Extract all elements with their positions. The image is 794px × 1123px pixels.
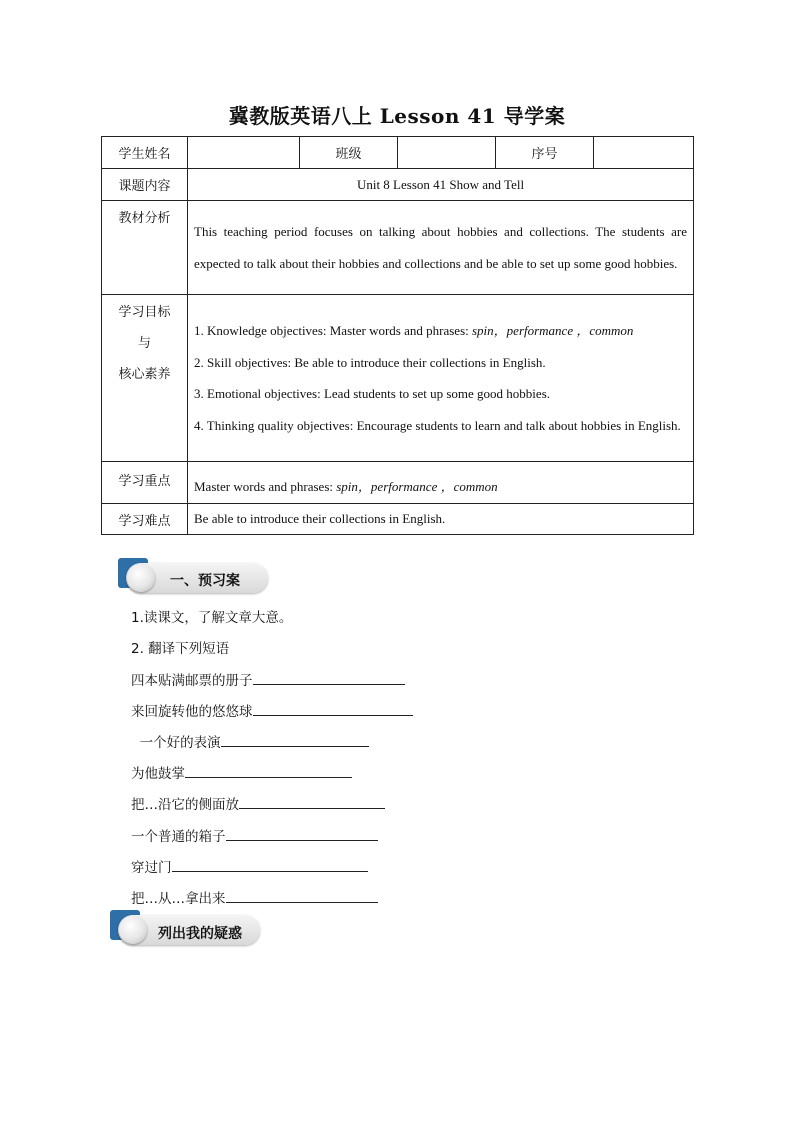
answer-blank[interactable] <box>226 889 378 903</box>
answer-blank[interactable] <box>172 858 368 872</box>
table-row <box>102 462 694 504</box>
table-row <box>102 504 694 535</box>
phrase-row: 把…沿它的侧面放 <box>131 793 385 813</box>
goal-words: spin，performance ，common <box>472 323 634 338</box>
analysis-label: 教材分析 <box>102 201 188 295</box>
lesson-info-table <box>101 136 694 535</box>
phrase-row: 来回旋转他的悠悠球 <box>131 700 413 720</box>
goal-skill: 2. Skill objectives: Be able to introduce their collections in English. <box>194 354 546 370</box>
answer-blank[interactable] <box>226 827 378 841</box>
difficulty-content: Be able to introduce their collections in English. <box>188 504 694 535</box>
phrase-row: 四本贴满邮票的册子 <box>131 669 405 689</box>
topic-value: Unit 8 Lesson 41 Show and Tell <box>188 169 694 201</box>
answer-blank[interactable] <box>253 671 405 685</box>
goals-label <box>102 295 188 462</box>
answer-blank[interactable] <box>185 764 352 778</box>
goal-thinking: 4. Thinking quality objectives: Encourage students to learn and talk about hobbies in English. <box>194 417 681 433</box>
phrase-row: 为他鼓掌 <box>131 762 352 782</box>
preview-item-2: 2. 翻译下列短语 <box>131 641 230 657</box>
seat-label: 序号 <box>496 137 594 169</box>
goal-knowledge: 1. Knowledge objectives: Master words and phrases: spin，performance ，common <box>194 323 634 338</box>
student-name-field[interactable] <box>188 137 300 169</box>
student-name-label: 学生姓名 <box>102 137 188 169</box>
key-label: 学习重点 <box>102 462 188 504</box>
heading-ball-icon <box>119 916 147 944</box>
table-row <box>102 137 694 169</box>
phrase-row: 一个好的表演 <box>131 731 369 751</box>
section-preview-heading <box>118 558 268 590</box>
table-row <box>102 201 694 295</box>
phrase-row: 把…从…拿出来 <box>131 887 378 907</box>
goals-content <box>188 295 694 462</box>
goal-emotional: 3. Emotional objectives: Lead students to set up some good hobbies. <box>194 386 551 401</box>
section-heading-text: 列出我的疑惑 <box>158 926 242 942</box>
heading-ball-icon <box>127 564 155 592</box>
answer-blank[interactable] <box>221 733 369 747</box>
document-title: 冀教版英语八上 Lesson 41 导学案 <box>228 104 566 128</box>
preview-item-1: 1.读课文，了解文章大意。 <box>131 610 293 626</box>
goals-label-line: 核心素养 <box>118 367 171 382</box>
section-questions-heading <box>110 910 260 942</box>
topic-label: 课题内容 <box>102 169 188 201</box>
key-content: Master words and phrases: spin，performance ，common <box>188 462 694 504</box>
answer-blank[interactable] <box>239 795 385 809</box>
difficulty-label: 学习难点 <box>102 504 188 535</box>
table-row <box>102 169 694 201</box>
section-heading-text: 一、预习案 <box>170 573 240 589</box>
table-row <box>102 295 694 462</box>
phrase-row: 穿过门 <box>131 856 368 876</box>
seat-field[interactable] <box>594 137 694 169</box>
phrase-row: 一个普通的箱子 <box>131 825 378 845</box>
goals-label-line: 与 <box>137 336 151 351</box>
goals-label-line: 学习目标 <box>118 305 171 320</box>
class-label: 班级 <box>300 137 398 169</box>
key-words: spin，performance ，common <box>336 479 498 494</box>
answer-blank[interactable] <box>253 702 413 716</box>
analysis-text: This teaching period focuses on talking about hobbies and collections. The students are expected to talk about their hobbies and collections and be able to set up some good hobbies. <box>188 201 694 295</box>
class-field[interactable] <box>398 137 496 169</box>
